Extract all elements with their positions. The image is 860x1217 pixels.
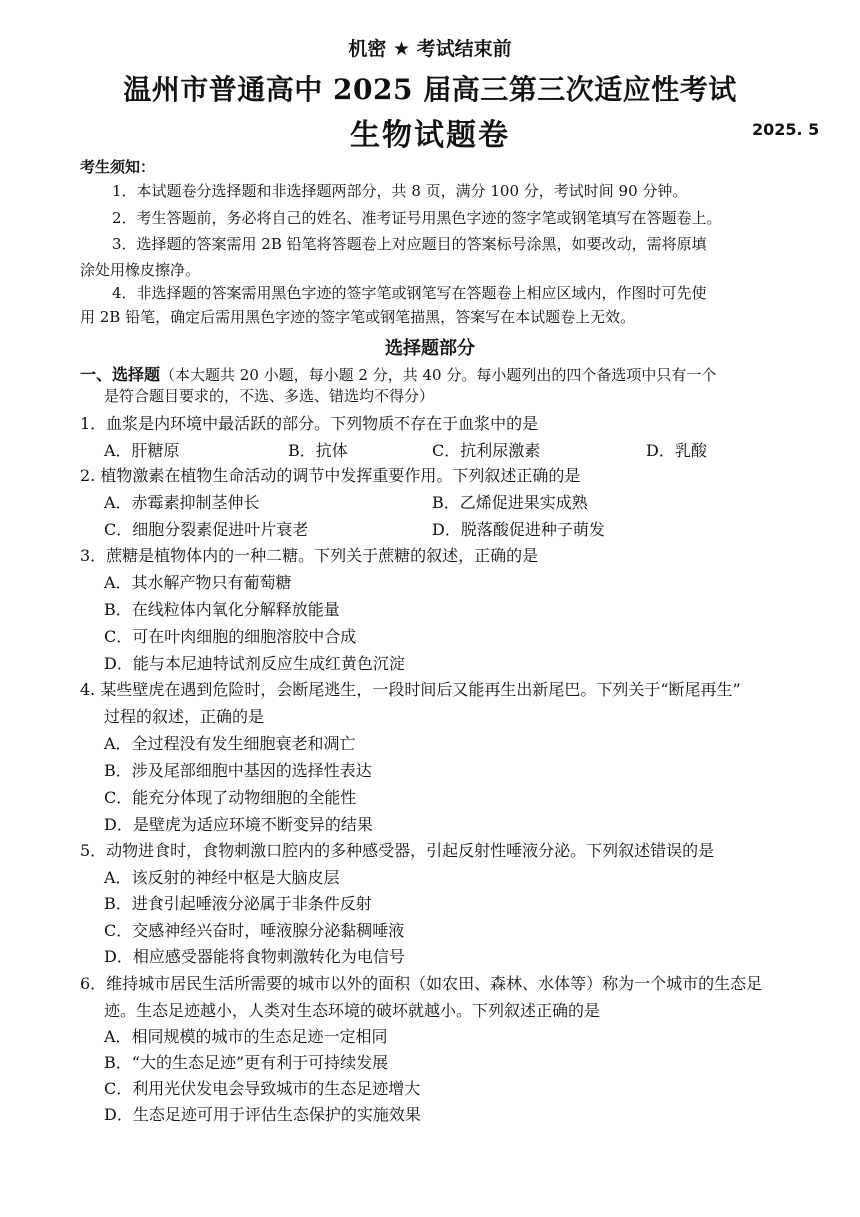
option-d: D．脱落酸促进种子萌发 [432, 520, 605, 539]
question-stem: 5．动物进食时，食物刺激口腔内的多种感受器，引起反射性唾液分泌。下列叙述错误的是 [80, 841, 715, 860]
exam-date: 2025. 5 [752, 120, 820, 139]
option-c: C．细胞分裂素促进叶片衰老 [104, 520, 309, 539]
option-c: C．抗利尿激素 [432, 441, 541, 460]
option-c: C．能充分体现了动物细胞的全能性 [104, 788, 357, 807]
question-stem: 6．维持城市居民生活所需要的城市以外的面积（如农田、森林、水体等）称为一个城市的生态足 [80, 974, 763, 993]
exam-title: 温州市普通高中 2025 届高三第三次适应性考试 [123, 73, 737, 106]
question-stem-cont: 迹。生态足迹越小，人类对生态环境的破坏就越小。下列叙述正确的是 [104, 1001, 601, 1020]
option-d: D．乳酸 [646, 441, 707, 460]
notice-line: 1．本试题卷分选择题和非选择题两部分，共 8 页，满分 100 分，考试时间 90 分钟。 [112, 182, 688, 200]
option-a: A．该反射的神经中枢是大脑皮层 [104, 868, 340, 887]
option-b: B．涉及尾部细胞中基因的选择性表达 [104, 761, 372, 780]
option-a: A．赤霉素抑制茎伸长 [104, 493, 260, 512]
option-c: C．利用光伏发电会导致城市的生态足迹增大 [104, 1079, 421, 1098]
option-d: D．生态足迹可用于评估生态保护的实施效果 [104, 1105, 421, 1124]
option-b: B．抗体 [288, 441, 348, 460]
option-b: B．在线粒体内氧化分解释放能量 [104, 600, 340, 619]
exam-subtitle: 生物试题卷 [350, 118, 510, 153]
part-label: 一、选择题 [80, 365, 161, 384]
option-b: B．乙烯促进果实成熟 [432, 493, 588, 512]
notice-heading: 考生须知： [80, 158, 156, 176]
option-a: A．全过程没有发生细胞衰老和凋亡 [104, 734, 356, 753]
option-c: C．交感神经兴奋时，唾液腺分泌黏稠唾液 [104, 921, 405, 940]
question-stem-cont: 过程的叙述，正确的是 [104, 707, 265, 726]
option-b: B．进食引起唾液分泌属于非条件反射 [104, 894, 372, 913]
part-rules: （本大题共 20 小题，每小题 2 分，共 40 分。每小题列出的四个备选项中只有一个 [160, 366, 717, 384]
option-d: D．相应感受器能将食物刺激转化为电信号 [104, 947, 405, 966]
confidential-label: 机密 ★ 考试结束前 [348, 38, 512, 60]
option-a: A．肝糖原 [104, 441, 180, 460]
option-c: C．可在叶肉细胞的细胞溶胶中合成 [104, 627, 357, 646]
section-title: 选择题部分 [385, 338, 475, 359]
part-instructions [80, 362, 716, 385]
question-stem: 3．蔗糖是植物体内的一种二糖。下列关于蔗糖的叙述，正确的是 [80, 546, 539, 565]
notice-line: 3．选择题的答案需用 2B 铅笔将答题卷上对应题目的答案标号涂黑，如要改动，需将原填 [112, 235, 707, 253]
option-b: B．“大的生态足迹”更有利于可持续发展 [104, 1053, 389, 1072]
notice-line: 4．非选择题的答案需用黑色字迹的签字笔或钢笔写在答题卷上相应区域内，作图时可先使 [112, 284, 707, 302]
question-stem: 2. 植物激素在植物生命活动的调节中发挥重要作用。下列叙述正确的是 [80, 466, 581, 485]
option-d: D．是壁虎为适应环境不断变异的结果 [104, 815, 373, 834]
notice-line: 涂处用橡皮擦净。 [80, 261, 201, 279]
question-stem: 1．血浆是内环境中最活跃的部分。下列物质不存在于血浆中的是 [80, 414, 539, 433]
notice-line: 用 2B 铅笔，确定后需用黑色字迹的签字笔或钢笔描黑，答案写在本试题卷上无效。 [80, 308, 636, 326]
option-a: A．其水解产物只有葡萄糖 [104, 573, 292, 592]
question-stem: 4. 某些壁虎在遇到危险时，会断尾逃生，一段时间后又能再生出新尾巴。下列关于“断尾再生” [80, 680, 741, 699]
option-d: D．能与本尼迪特试剂反应生成红黄色沉淀 [104, 654, 405, 673]
part-rules-cont: 是符合题目要求的，不选、多选、错选均不得分） [104, 387, 435, 405]
option-a: A．相同规模的城市的生态足迹一定相同 [104, 1027, 388, 1046]
notice-line: 2．考生答题前，务必将自己的姓名、准考证号用黑色字迹的签字笔或钢笔填写在答题卷上。 [112, 209, 722, 227]
